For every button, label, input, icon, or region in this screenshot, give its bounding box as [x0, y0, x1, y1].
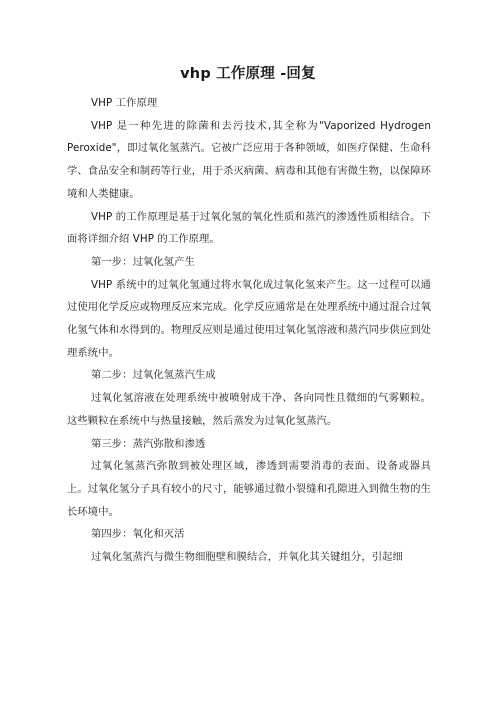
section-heading-step-4: 第四步：氧化和灭活 [91, 528, 185, 541]
paragraph-step-3: 过氧化氢蒸汽弥散到被处理区域，渗透到需要消毒的表面、设备或器具上。过氧化氢分子具有较小的尺寸，能够通过微小裂缝和孔隙进入到微生物的生长环境中。 [67, 460, 431, 518]
paragraph-principle: VHP 的工作原理是基于过氧化氢的氧化性质和蒸汽的渗透性质相结合。下面将详细介绍 VHP 的工作原理。 [67, 210, 431, 246]
section-heading-step-1: 第一步：过氧化氢产生 [91, 255, 195, 268]
section-heading-vhp-principle: VHP 工作原理 [91, 97, 158, 109]
paragraph-step-2: 过氧化氢溶液在处理系统中被喷射成干净、各向同性且微细的气雾颗粒。这些颗粒在系统中与热量接触，然后蒸发为过氧化氢蒸汽。 [67, 392, 431, 427]
paragraph-step-4: 过氧化氢蒸汽与微生物细胞壁和膜结合，并氧化其关键组分，引起细 [91, 551, 403, 564]
paragraph-intro: VHP 是一种先进的除菌和去污技术,其全称为"Vaporized Hydrogen Peroxide"，即过氧化氢蒸汽。它被广泛应用于各种领域，如医疗保健、生命科学、食品安全和制药等行业，用于杀灭病菌、病毒和其他有害微生物，以保障环境和人类健康。 [67, 119, 431, 200]
section-heading-step-3: 第三步：蒸汽弥散和渗透 [91, 437, 206, 450]
section-heading-step-2: 第二步：过氧化氢蒸汽生成 [91, 369, 216, 382]
document-body [67, 92, 431, 569]
document-title: vhp 工作原理 -回复 [180, 66, 316, 82]
paragraph-step-1: VHP 系统中的过氧化氢通过将水氧化成过氧化氢来产生。这一过程可以通过使用化学反应或物理反应来完成。化学反应通常是在处理系统中通过混合过氧化氢气体和水得到的。物理反应则是通过使用过氧化氢溶液和蒸汽同步供应到处理系统中。 [67, 278, 431, 359]
